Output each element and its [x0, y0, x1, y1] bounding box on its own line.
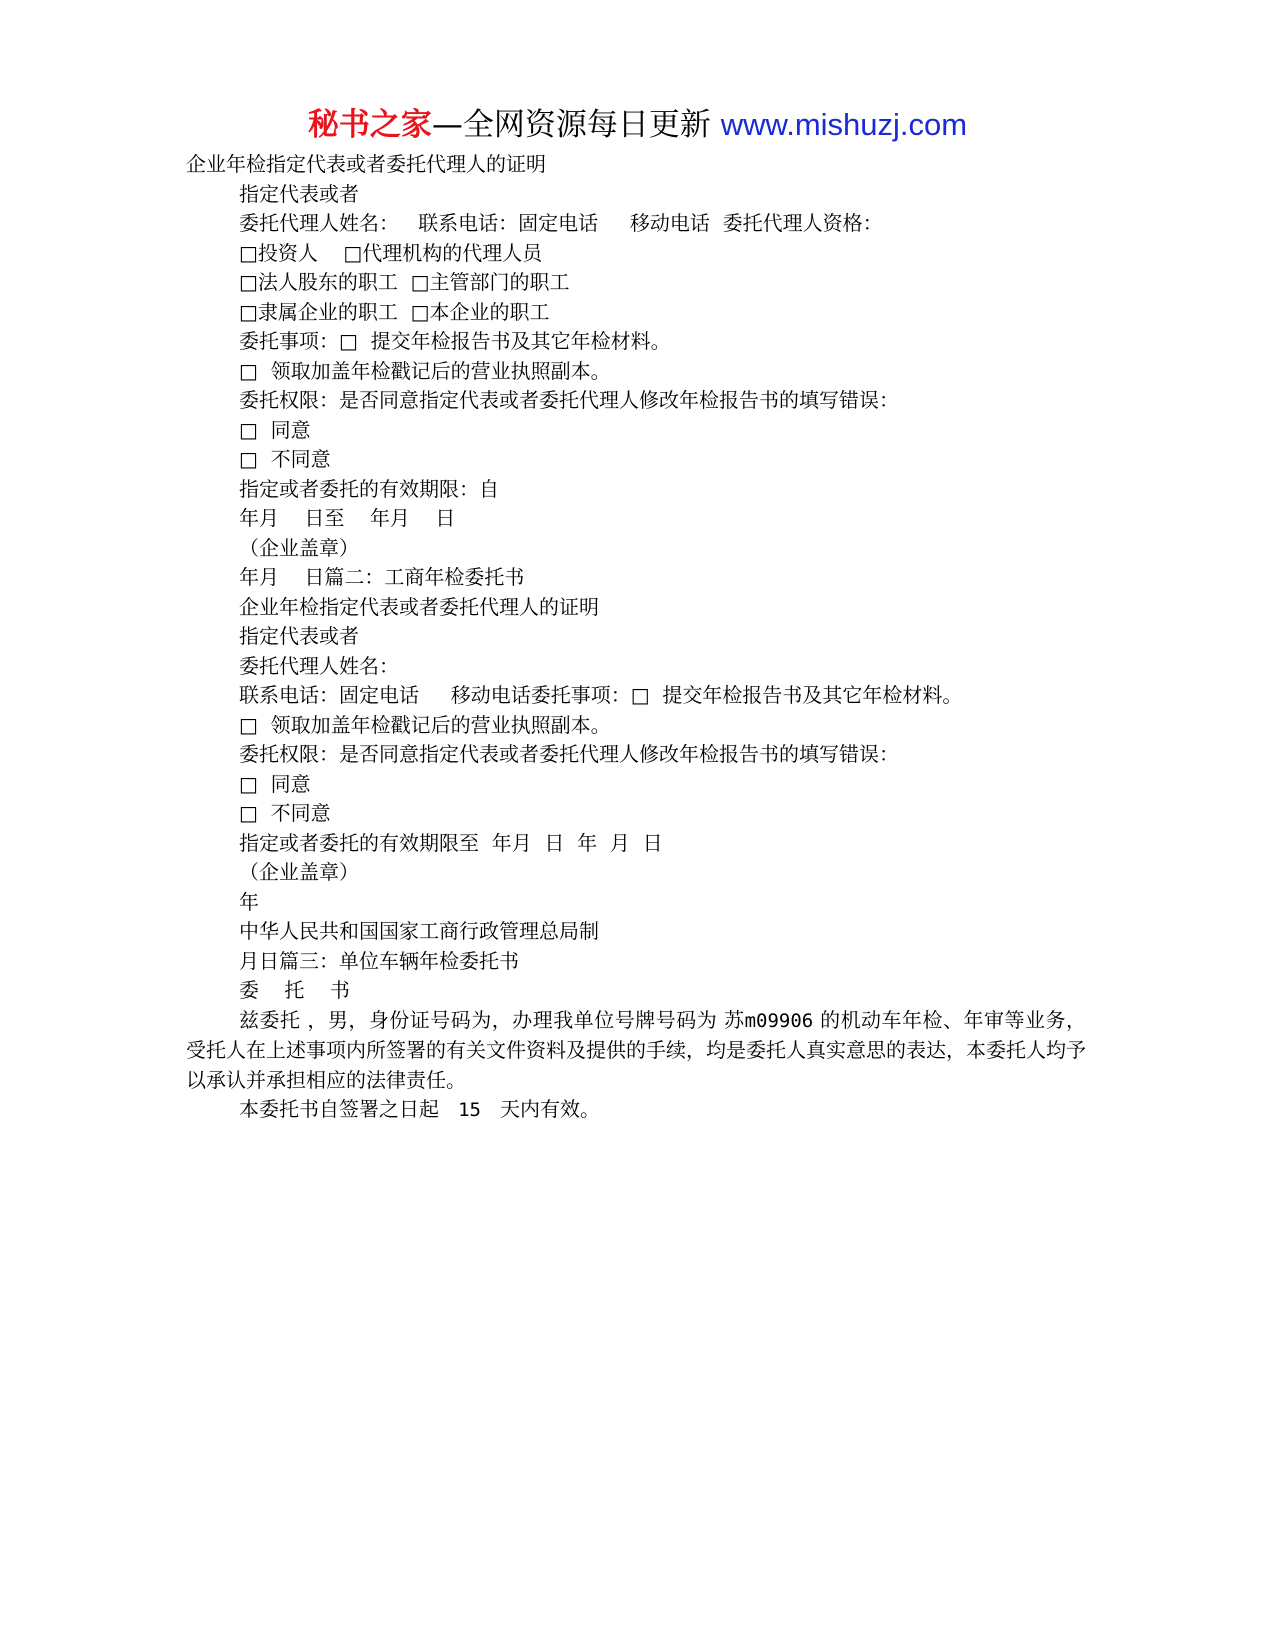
checkbox-line: □法人股东的职工 □主管部门的职工: [239, 270, 570, 294]
letter-title: 委 托 书: [239, 978, 350, 1002]
text-line: 中华人民共和国国家工商行政管理总局制: [239, 919, 599, 943]
header-tagline: —全网资源每日更新: [431, 107, 721, 143]
checkbox-line: □ 同意: [239, 771, 311, 796]
checkbox-line: □ 领取加盖年检戳记后的营业执照副本。: [239, 712, 611, 737]
brand-name: 秘书之家: [307, 107, 432, 143]
text-line: 联系电话：固定电话 移动电话委托事项：□ 提交年检报告书及其它年检材料。: [239, 683, 963, 707]
text-line: 委托权限：是否同意指定代表或者委托代理人修改年检报告书的填写错误：: [239, 742, 899, 766]
validity-prefix: 本委托书自签署之日起: [239, 1097, 459, 1121]
text-line: 指定或者委托的有效期限：自: [239, 476, 499, 501]
checkbox-line: □ 同意: [239, 417, 311, 442]
validity-suffix: 天内有效。: [480, 1097, 601, 1121]
text-line: 指定代表或者: [239, 181, 359, 206]
section-heading: 月日篇三：单位车辆年检委托书: [239, 948, 519, 973]
site-url-link[interactable]: www.mishuzj.com: [720, 107, 968, 142]
text-line: 委托代理人姓名：: [239, 653, 399, 678]
paragraph-part2: 的机动车年检、年审等业务，受托人在上述事项内所签署的有关文件资料及提供的手续，均是委托人真实意思的表达，本委托人均予以承认并承担相应的法律责任。: [186, 1007, 1087, 1092]
paragraph-part1: 兹委托 ，男，身份证号码为，办理我单位号牌号码为 苏: [239, 1007, 745, 1032]
document-body: [186, 150, 1086, 1125]
document-title: 企业年检指定代表或者委托代理人的证明: [186, 152, 546, 176]
plate-number: m09906: [744, 1009, 814, 1032]
text-line: 年: [239, 889, 259, 914]
validity-days: 15: [458, 1099, 481, 1121]
checkbox-line: □投资人 □代理机构的代理人员: [239, 240, 543, 265]
text-line: 指定代表或者: [239, 624, 359, 648]
text-line: 委托代理人姓名： 联系电话：固定电话 移动电话 委托代理人资格：: [239, 211, 883, 235]
section-heading: 年月 日篇二：工商年检委托书: [239, 565, 525, 589]
validity-line: [186, 1095, 1086, 1125]
seal-line: （企业盖章）: [239, 860, 359, 884]
text-line: 企业年检指定代表或者委托代理人的证明: [239, 594, 599, 619]
date-line: 年月 日至 年月 日: [239, 506, 456, 530]
date-line: 指定或者委托的有效期限至 年月 日 年 月 日: [239, 830, 663, 855]
checkbox-line: □ 领取加盖年检戳记后的营业执照副本。: [239, 358, 611, 383]
site-header: [0, 103, 1275, 147]
checkbox-line: 委托事项：□ 提交年检报告书及其它年检材料。: [239, 329, 671, 353]
checkbox-line: □ 不同意: [239, 801, 331, 825]
checkbox-line: □ 不同意: [239, 447, 331, 471]
seal-line: （企业盖章）: [239, 535, 359, 560]
text-line: 委托权限：是否同意指定代表或者委托代理人修改年检报告书的填写错误：: [239, 388, 899, 412]
authorization-paragraph: [186, 1006, 1086, 1096]
checkbox-line: □隶属企业的职工 □本企业的职工: [239, 299, 550, 324]
